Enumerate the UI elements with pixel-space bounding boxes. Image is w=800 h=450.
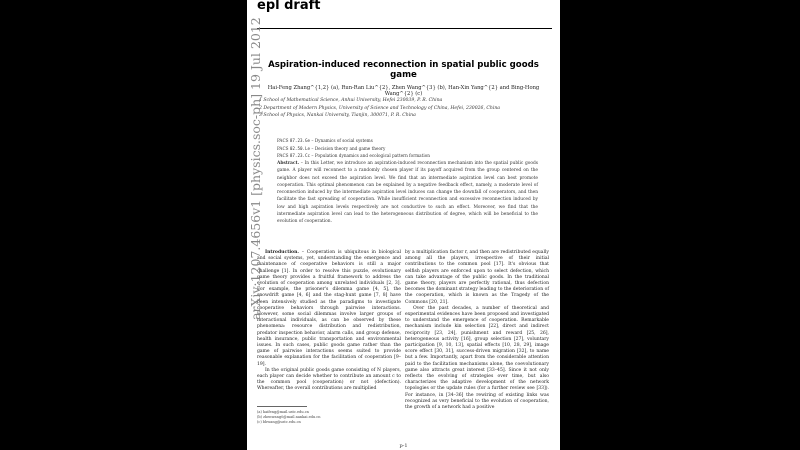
paragraph: Introduction. – Cooperation is ubiquitous in biological and social systems, yet, understanding the emergence and maintenance of cooperative behaviors is still a major challenge [1]. In order to resolve this puzzle, evolutionary game theory provides a fruitful framework to address the evolution of cooperation among unrelated individuals [2, 3]. For example, the prisoner's dilemma game [4, 5], the snowdrift game [4, 6] and the stag-hunt game [7, 8] have been intensively studied as the paradigms to investigate cooperative behaviors through pairwise interactions. However, some social dilemmas involve larger groups of interactional individuals, as can be observed by these phenomena: resource distribution and redistribution, predator inspection behavior, alarm calls, and group defense, health insurance, public transportation and environmental issues. In such cases, public goods game rather than the game of pairwise interactions seems suited to provide reasonable explanation for the facilitation of cooperation [9–19]. [257, 250, 402, 367]
journal-header: epl draft [257, 0, 321, 13]
abstract-text: – In this Letter, we introduce an aspiration-induced reconnection mechanism into the spatial public goods game. A player will reconnect to a randomly chosen player if its payoff acquired from the group centered on the neighbor does not exceed the aspiration level. We find that an intermediate aspiration level can best promote cooperation. This optimal phenomenon can be explained by a negative feedback effect, namely, a moderate level of reconnection induced by the intermediate aspiration level induces can change the downfall of cooperators, and then facilitate the fast spreading of cooperation. While insufficient reconnection and excessive reconnection induced by low and high aspiration levels respectively are not conductive to such an effect. Moreover, we find that the intermediate aspiration level can lead to the heterogeneous distribution of degree, which will be beneficial to the evolution of cooperation. [277, 161, 538, 225]
header-rule [257, 28, 552, 29]
abstract-label: Abstract. [277, 161, 300, 166]
pacs-line: PACS 02.50.Le – Decision theory and game theory [277, 145, 386, 151]
footnote: (a) haifeng@mail.ustc.edu.cn [257, 410, 309, 414]
footnote-rule [257, 406, 307, 407]
page-number: p-1 [399, 443, 408, 449]
section-label: Introduction. [265, 250, 299, 255]
affiliations [259, 97, 548, 120]
paper-title: Aspiration-induced reconnection in spatial public goods game [268, 60, 539, 80]
footnote: (c) bhwang@ustc.edu.cn [257, 420, 301, 425]
paragraph: by a multiplication factor r, and then are redistributed equally among all the players, irrespective of their initial contributions to the common pool [17]. It's obvious that selfish players are enforced upon to select defection, which can take advantage of the public goods. In the traditional game theory, players are perfectly rational, thus defection becomes the dominant strategy leading to the deterioration of the cooperation, which is known as the Tragedy of the Commons [20, 21]. [405, 250, 549, 305]
abstract [277, 160, 538, 226]
footnote: (b) zhenwang0@mail.nankai.edu.cn [257, 415, 321, 420]
affiliation-1: 1 School of Mathematical Science, Anhui University, Hefei 230039, P. R. China [259, 98, 443, 103]
affiliation-3: 3 School of Physics, Nankai University, Tianjin, 300071, P. R. China [259, 113, 416, 119]
arxiv-stamp: arXiv:1207.4656v1 [physics.soc-ph] 19 Jul 2012 [248, 17, 263, 320]
paragraph: In the original public goods game consisting of N players, each player can decide whether to contribute an amount c to the common pool (cooperation) or not (defection). Whereafter, the overall contributions are multiplied [257, 367, 401, 392]
pacs-line: PACS 87.23.Ge – Dynamics of social systems [277, 138, 373, 143]
left-column [257, 250, 401, 393]
right-column [405, 250, 549, 411]
pacs-codes [277, 137, 430, 160]
affiliation-2: 2 Department of Modern Physics, University of Science and Technology of China, Hefei, 230026, China [259, 105, 501, 111]
paragraph: Over the past decades, a number of theoretical and experimental evidences have been proposed and investigated to understand the emergence of cooperation. Remarkable mechanism include kin selection [22], direct and indirect reciprocity [23, 24], punishment and reward [25, 26], heterogeneous activity [16], group selection [27], voluntary participation [9, 10, 13], spatial effects [10, 28, 29], image score effect [30, 31], success-driven migration [32], to name but a few. Importantly, apart from the considerable attention paid to the facilitation mechanisms alone, the coevolutionary game also attracts great interest [33–45]. Since it not only reflects the evolving of strategies over time, but also characterizes the adaptive development of the network topologies or the update rules (for a further review see [33]). For instance, in [34–36] the rewiring of existing links was recognized as very beneficial to the evolution of cooperation, the growth of a network had a positive [405, 305, 549, 411]
footnotes [257, 410, 357, 426]
pacs-line: PACS 87.23.Cc – Population dynamics and ecological pattern formation [277, 153, 430, 158]
paper-page [247, 0, 560, 450]
author-list: Hai-Feng Zhang^{1,2} (a), Run-Ran Liu^{2}, Zhen Wang^{3} (b), Han-Xin Yang^{2} and Bing-Hong Wang^{2} (c) [267, 85, 540, 97]
